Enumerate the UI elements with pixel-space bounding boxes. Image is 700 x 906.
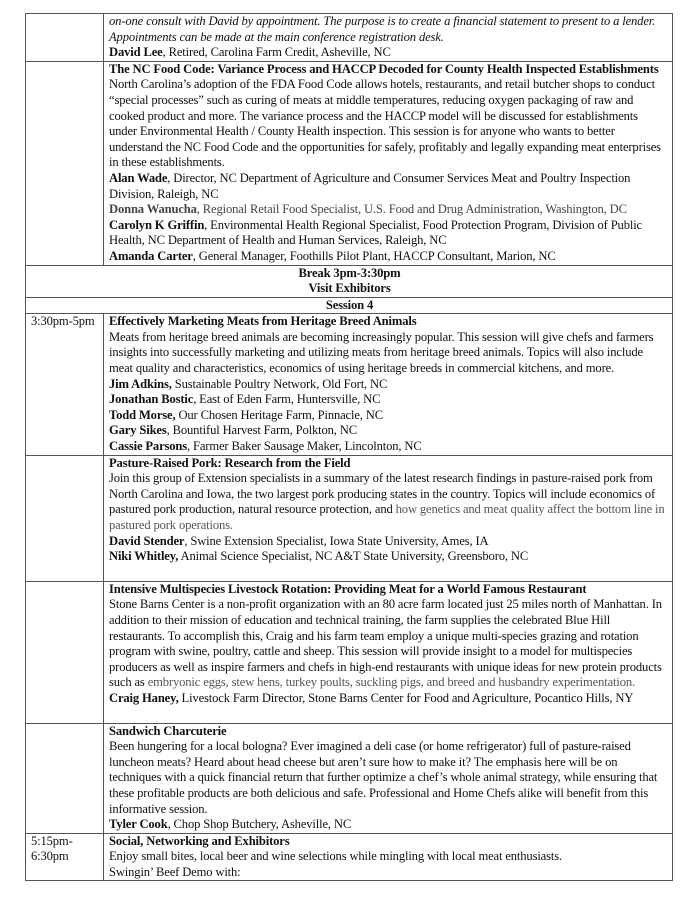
session-title: The NC Food Code: Variance Process and HACCP Decoded for County Health Inspected Establishments [109,61,659,76]
table-row [26,581,673,723]
speaker-affiliation: , Farmer Baker Sausage Maker, Lincolnton, NC [187,439,422,454]
speaker-affiliation: , Chop Shop Butchery, Asheville, NC [167,817,352,832]
speaker [109,817,668,833]
speaker-affiliation: , Bountiful Harvest Farm, Polkton, NC [166,423,357,438]
session-description [109,471,668,533]
description-text-gray: embryonic eggs, stew hens, turkey poults, suckling pigs, and breed and husbandry experimentation. [147,675,636,690]
conference-agenda-table [25,13,673,881]
session-title: Intensive Multispecies Livestock Rotation: Providing Meat for a World Famous Restaurant [109,581,587,596]
speaker-affiliation: , East of Eden Farm, Huntersville, NC [193,392,381,407]
speaker [109,392,668,408]
speaker-affiliation: , Environmental Health Regional Specialist, Food Protection Program, Division of Public Health, NC Department of Health and Human Services, Raleigh, NC [109,217,642,248]
speaker-name: Todd Morse, [109,407,176,422]
description-text-gray: how genetics and meat quality affect the bottom line in pastured pork operations. [109,502,665,532]
speaker-name: Cassie Parsons [109,439,188,454]
session-cell [104,723,673,833]
speaker [109,691,668,707]
speaker [109,408,668,424]
break-activity: Visit Exhibitors [308,281,391,296]
speaker-affiliation: Our Chosen Heritage Farm, Pinnacle, NC [175,407,383,422]
speaker [109,377,668,393]
session-description: Been hungering for a local bologna? Ever imagined a deli case (or home refrigerator) full of pasture-raised luncheon meats? Heard about head cheese but aren’t sure how to make it? The emphasis here will be on techniques with a quick financial return that further optimize a chef’s whole animal strategy, while ensuring that these profitable products are both delicious and safe. Professional and Home Chefs alike will benefit from this informative session. [109,739,658,816]
time-cell [26,581,104,723]
speaker [109,45,668,61]
speaker-name: David Stender [109,533,185,548]
speaker-affiliation: Livestock Farm Director, Stone Barns Center for Food and Agriculture, Pocantico Hills, NY [178,690,634,705]
session-description-extra: Swingin’ Beef Demo with: [109,864,241,879]
table-row [26,61,673,265]
speaker-affiliation: , General Manager, Foothills Pilot Plant, HACCP Consultant, Marion, NC [192,248,556,263]
session-cell [104,14,673,62]
speaker [109,202,668,218]
session-description: on-one consult with David by appointment. The purpose is to create a financial statement to present to a lender. Appointments can be made at the main conference registration desk. [109,14,656,44]
speaker-name: Amanda Carter [109,248,193,263]
speaker [109,423,668,439]
session-cell [104,833,673,881]
time-cell [26,14,104,62]
table-row [26,314,673,455]
session-description: Meats from heritage breed animals are becoming increasingly popular. This session will give chefs and farmers insights into successfully marketing and utilizing meats from heritage breed animals. Topics will also include meat quality and characteristics, economics of using heritage breeds in commercial kitchens, and more. [109,329,654,376]
speaker-name: Tyler Cook [109,817,168,832]
speaker-name: Donna Wanucha [109,202,197,217]
table-row [26,455,673,581]
table-row [26,833,673,881]
session-header-row [26,297,673,314]
speaker-affiliation: , Director, NC Department of Agriculture and Consumer Services Meat and Poultry Inspection Division, Raleigh, NC [109,170,631,201]
time-cell [26,455,104,581]
speaker-affiliation: , Retired, Carolina Farm Credit, Asheville, NC [162,45,391,60]
speaker-name: David Lee [109,45,163,60]
session-cell [104,61,673,265]
session-title: Effectively Marketing Meats from Heritage Breed Animals [109,314,417,329]
speaker-name: Gary Sikes [109,423,167,438]
session-title: Social, Networking and Exhibitors [109,833,290,848]
speaker [109,534,668,550]
speaker-affiliation: , Regional Retail Food Specialist, U.S. Food and Drug Administration, Washington, DC [196,202,627,217]
speaker [109,218,668,249]
session-cell [104,581,673,723]
speaker-affiliation: , Swine Extension Specialist, Iowa State University, Ames, IA [184,533,489,548]
speaker-name: Craig Haney, [109,690,179,705]
break-cell [26,265,673,297]
speaker-name: Niki Whitley, [109,549,179,564]
speaker-name: Jonathan Bostic [109,392,194,407]
session-description [109,597,668,691]
time-cell [26,61,104,265]
speaker [109,249,668,265]
speaker [109,439,668,455]
session-title: Sandwich Charcuterie [109,723,227,738]
speaker [109,549,668,565]
speaker-affiliation: Sustainable Poultry Network, Old Fort, NC [171,376,388,391]
session-title: Pasture-Raised Pork: Research from the Field [109,455,351,470]
session-cell [104,314,673,455]
speaker-name: Alan Wade [109,170,168,185]
session-description: Enjoy small bites, local beer and wine selections while mingling with local meat enthusiasts. [109,849,562,864]
description-text: Stone Barns Center is a non-profit organization with an 80 acre farm located just 25 miles north of Manhattan. In addition to their mission of education and technical training, the farm supplies the celebrated Blue Hill restaurants. To accomplish this, Craig and his farm team employ a unique multi-species grazing and rotation program with swine, poultry, cattle and sheep. This session will provide insight to a model for multispecies producers as well as inspire farmers and chefs in high-end restaurants with unique ideas for new protein products such as [109,597,662,690]
speaker-affiliation: Animal Science Specialist, NC A&T State University, Greensboro, NC [178,549,529,564]
session-description: North Carolina’s adoption of the FDA Food Code allows hotels, restaurants, and retail butcher shops to conduct “special processes” such as curing of meats at middle temperatures, reducing oxygen packaging of raw and cooked product and more. The variance process and the HACCP model will be discussed for establishments under Environmental Health / County Health inspection. This session is for anyone who wants to better understand the NC Food Code and the opportunities for safely, profitably and legally expanding meat enterprises in these establishments. [109,77,661,170]
break-row [26,265,673,297]
description-text: Join this group of Extension specialists in a summary of the latest research findings in pasture-raised pork from North Carolina and Iowa, the two largest pork producing states in the country. Topics will include economics of pastured pork production, natural resource protection, and [109,471,656,517]
session-cell [104,455,673,581]
break-time: Break 3pm-3:30pm [298,265,401,280]
session-header: Session 4 [26,297,673,314]
table-row [26,14,673,62]
speaker-name: Carolyn K Griffin [109,217,205,232]
speaker-name: Jim Adkins, [109,376,172,391]
time-cell: 3:30pm-5pm [26,314,104,455]
time-cell [26,723,104,833]
table-row [26,723,673,833]
time-cell: 5:15pm-6:30pm [26,833,104,881]
speaker [109,171,668,202]
